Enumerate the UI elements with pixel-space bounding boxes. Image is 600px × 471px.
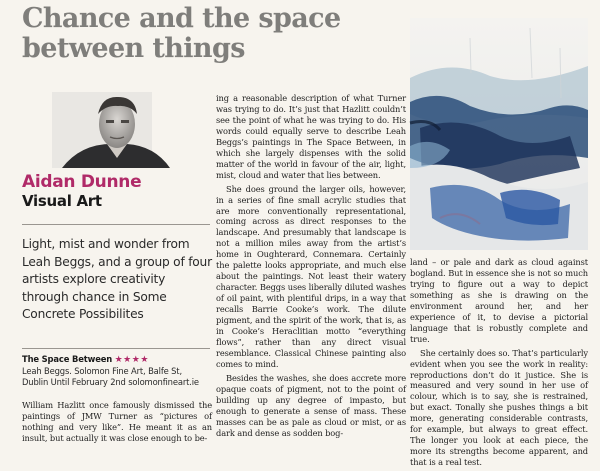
divider [22, 348, 210, 349]
review-info-box [22, 354, 214, 388]
exhibition-title: The Space Between [22, 354, 113, 364]
body-paragraph: Besides the washes, she does accrete more opaque coats of pigment, not to the point of building up any degree of impasto, but enough to generate a sense of mass. These masses can be as pale as cloud or mist, or as dark and dense as sodden bog- [216, 372, 406, 438]
headline [22, 4, 442, 64]
abstract-painting-image [410, 18, 588, 250]
divider [22, 224, 210, 225]
artwork-image [410, 18, 588, 250]
body-paragraph: She certainly does so. That’s particularly evident when you see the work in reality: reproductions don’t do it justice. She is measured and very sound in her use of colour, which is to say, she is restrained, but exact. Tonally she pushes things a bit more, generating considerable contrasts, for example, but always to great effect. The longer you look at each piece, the more its strengths become apparent, and that is a real test. [410, 347, 588, 468]
star-rating: ★★★★ [114, 355, 149, 365]
body-paragraph: She does ground the larger oils, however, in a series of fine small acrylic studies that are more conventionally representational, coming across as direct responses to the landscape. And presumably that landscape is not a million miles away from the artist’s home in Oughterard, Connemara. Certainly the palette looks appropriate, and much else about the paintings. Not least their watery character. Beggs uses liberally diluted washes of oil paint, with plentiful drips, in a way that recalls Barrie Cooke’s work. The dilute pigment, and the spirit of the work, that is, as in Cooke’s Heraclitian motto “everything flows”, rather than any direct visual resemblance. Classical Chinese painting also comes to mind. [216, 183, 406, 369]
body-paragraph: land – or pale and dark as cloud against bogland. But in essence she is not so much trying to figure out a way to depict something as she is drawing on the environment around her, and her experience of it, to devise a pictorial language that is robustly complete and true. [410, 257, 588, 344]
author-photo [22, 92, 212, 168]
author-name: Aidan Dunne [22, 172, 142, 192]
body-column-3 [410, 257, 588, 471]
body-paragraph: ing a reasonable description of what Turner was trying to do. It’s just that Hazlitt couldn’t see the point of what he was trying to do. His words could equally serve to describe Leah Beggs’s paintings in The Space Between, in which she largely dispenses with the solid matter of the world in favour of the air, light, mist, cloud and water that lies between. [216, 93, 406, 180]
section-label: Visual Art [22, 192, 102, 210]
headline-line-1: Chance and the space [22, 3, 341, 34]
body-column-1 [22, 400, 212, 447]
exhibition-details-line-1: Leah Beggs. Solomon Fine Art, Balfe St, [22, 366, 182, 376]
exhibition-details-line-2: Dublin Until February 2nd solomonfineart.ie [22, 377, 199, 387]
author-portrait-image [22, 92, 212, 168]
standfirst: Light, mist and wonder from Leah Beggs, and a group of four artists explore creativity through chance in Some Concrete Possibilites [22, 237, 212, 322]
body-paragraph: William Hazlitt once famously dismissed the paintings of JMW Turner as “pictures of nothing and very like”. He meant it as an insult, but actually it was close enough to be- [22, 400, 212, 443]
body-column-2 [216, 93, 406, 442]
headline-line-2: between things [22, 33, 245, 64]
